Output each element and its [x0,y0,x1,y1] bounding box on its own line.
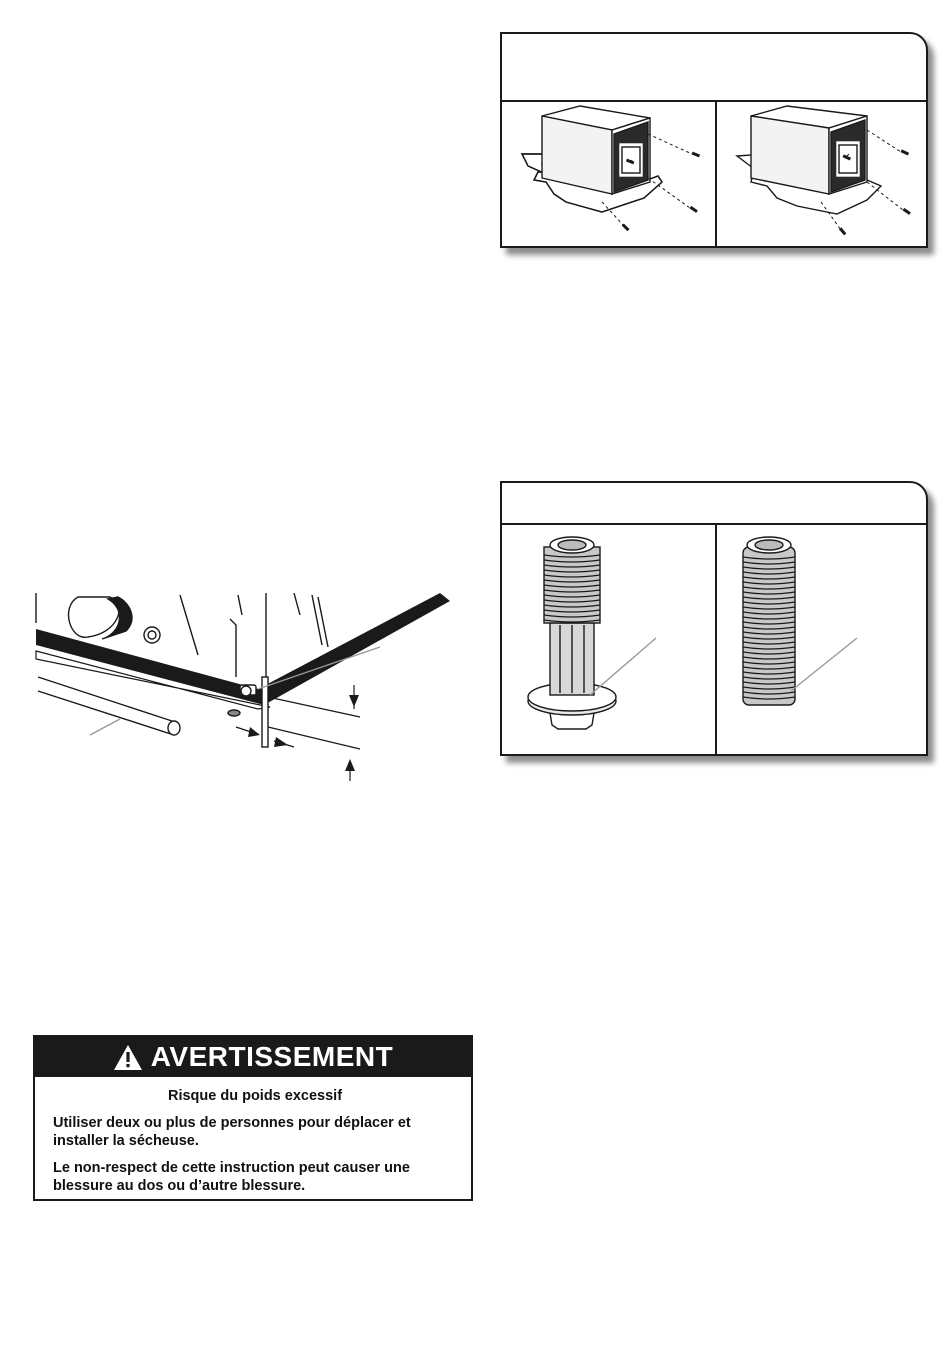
cabinet-screws-left-illustration [502,102,714,244]
warning-box [33,1035,473,1201]
warning-title: AVERTISSEMENT [150,1041,394,1072]
warning-body [35,1077,471,1195]
dryer-base-leveling-illustration [30,585,450,785]
warning-subtitle: Risque du poids excessif [167,1088,343,1104]
warning-consequence: Le non-respect de cette instruction peut causer une blessure au dos ou d’autre blessure. [53,1160,410,1194]
top-illustration-panel [500,32,928,248]
cabinet-screws-right-illustration [717,102,926,244]
warning-triangle-icon [113,1044,143,1071]
warning-instruction: Utiliser deux ou plus de personnes pour déplacer et installer la sécheuse. [53,1115,411,1149]
panel-header [502,34,926,102]
leveling-feet-panel [500,481,928,756]
leveling-foot-threaded-illustration [717,525,926,750]
leveling-foot-with-nut-illustration [502,525,714,750]
panel-header [502,483,926,525]
warning-header [35,1037,471,1077]
